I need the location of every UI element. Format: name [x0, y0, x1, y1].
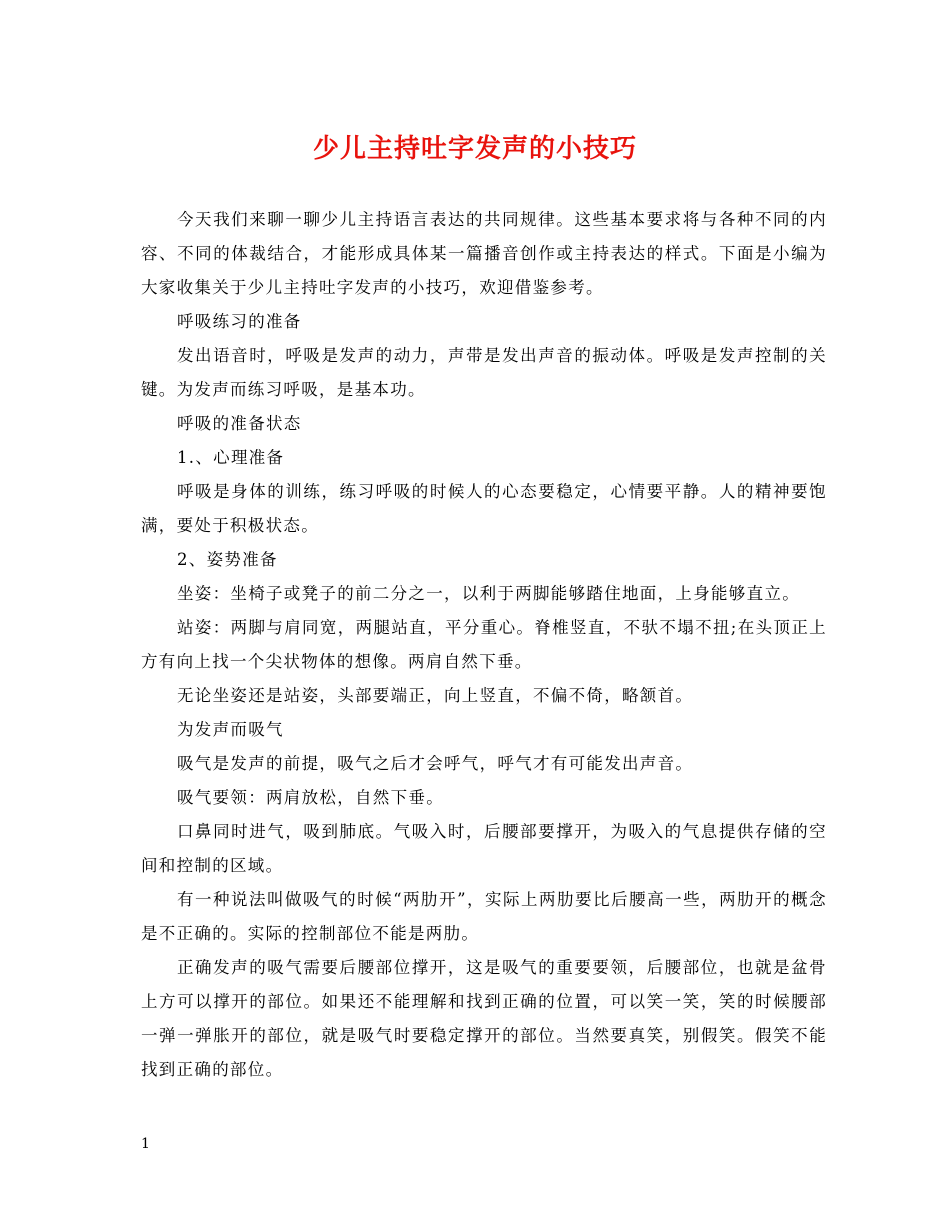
paragraph-head-position: 无论坐姿还是站姿，头部要端正，向上竖直，不偏不倚，略颔首。	[177, 686, 694, 705]
document-body	[141, 203, 827, 1087]
paragraph-sitting-posture: 坐姿：坐椅子或凳子的前二分之一，以利于两脚能够踏住地面，上身能够直立。	[177, 584, 800, 603]
paragraph-correct-inhale: 正确发声的吸气需要后腰部位撑开，这是吸气的重要要领，后腰部位，也就是盆骨上方可以撑开的部位。如果还不能理解和找到正确的位置，可以笑一笑，笑的时候腰部一弹一弹胀开的部位，就是吸气时要稳定撑开的部位。当然要真笑，别假笑。假笑不能找到正确的部位。	[141, 958, 827, 1079]
heading-breathing-state: 呼吸的准备状态	[177, 414, 302, 433]
heading-inhale-for-voice: 为发声而吸气	[177, 720, 284, 739]
page-title: 少儿主持吐字发声的小技巧	[312, 134, 637, 164]
paragraph-breathing-power: 发出语音时，呼吸是发声的动力，声带是发出声音的振动体。呼吸是发声控制的关键。为发声而练习呼吸，是基本功。	[141, 346, 827, 399]
paragraph-ribs-misconception: 有一种说法叫做吸气的时候“两肋开”，实际上两肋要比后腰高一些，两肋开的概念是不正确的。实际的控制部位不能是两肋。	[141, 890, 827, 943]
heading-mental-preparation: 1.、心理准备	[177, 448, 285, 467]
paragraph-inhale-premise: 吸气是发声的前提，吸气之后才会呼气，呼气才有可能发出声音。	[177, 754, 694, 773]
paragraph-mouth-nose-intake: 口鼻同时进气，吸到肺底。气吸入时，后腰部要撑开，为吸入的气息提供存储的空间和控制的区域。	[141, 822, 827, 875]
heading-posture-preparation: 2、姿势准备	[177, 550, 278, 569]
paragraph-inhale-essentials: 吸气要领：两肩放松，自然下垂。	[177, 788, 444, 807]
page-number: 1	[141, 1136, 150, 1152]
heading-breathing-preparation: 呼吸练习的准备	[177, 312, 302, 331]
paragraph-intro: 今天我们来聊一聊少儿主持语言表达的共同规律。这些基本要求将与各种不同的内容、不同的体裁结合，才能形成具体某一篇播音创作或主持表达的样式。下面是小编为大家收集关于少儿主持吐字发声的小技巧，欢迎借鉴参考。	[141, 210, 827, 297]
paragraph-mental-preparation: 呼吸是身体的训练，练习呼吸的时候人的心态要稳定，心情要平静。人的精神要饱满，要处于积极状态。	[141, 482, 827, 535]
paragraph-standing-posture: 站姿：两脚与肩同宽，两腿站直，平分重心。脊椎竖直，不驮不塌不扭;在头顶正上方有向上找一个尖状物体的想像。两肩自然下垂。	[141, 618, 827, 671]
